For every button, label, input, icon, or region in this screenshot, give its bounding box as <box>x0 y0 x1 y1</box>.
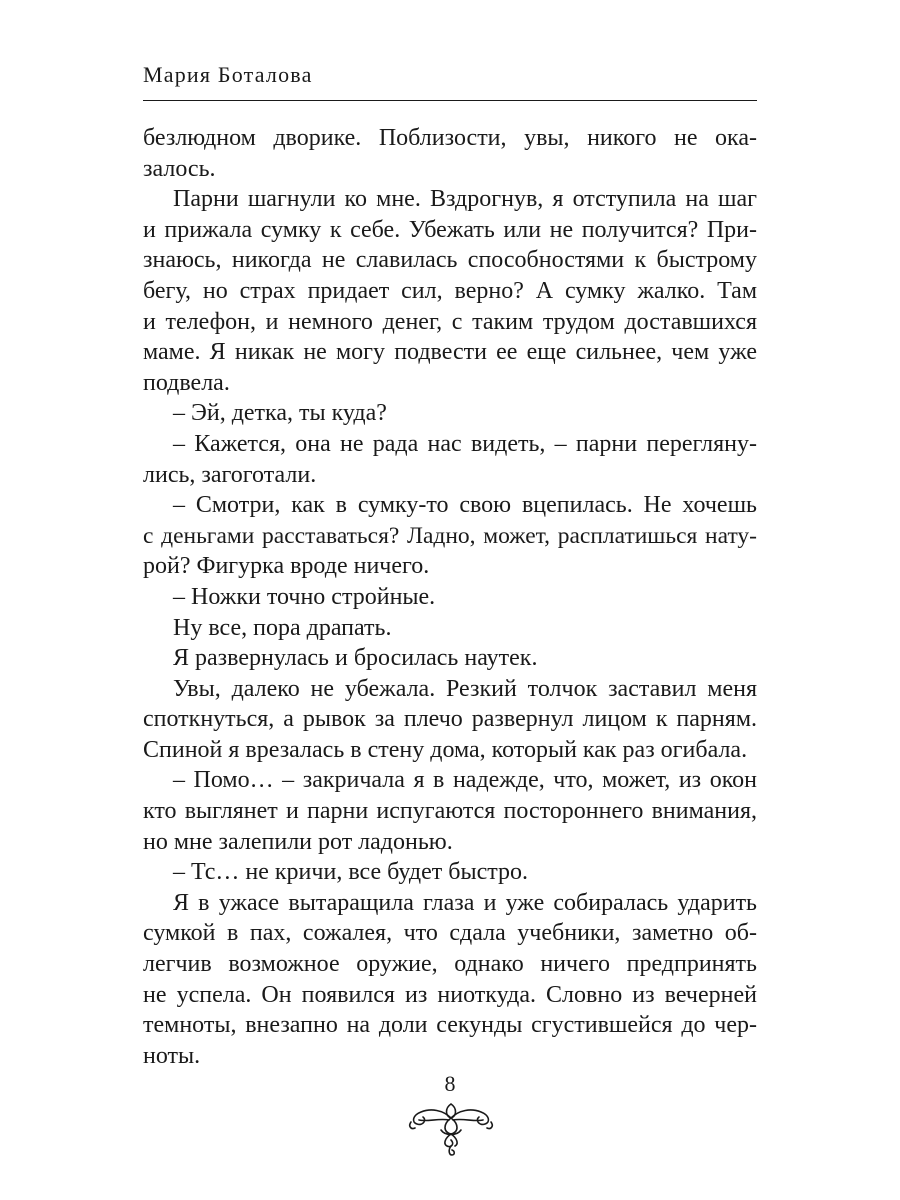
text-line: кто выглянет и парни испугаются постороннего внимания, <box>143 798 757 825</box>
text-line: – Эй, детка, ты куда? <box>173 400 387 427</box>
text-line: бегу, но страх придает сил, верно? А сумку жалко. Там <box>143 277 757 304</box>
text-line: – Ножки точно стройные. <box>173 583 436 610</box>
text-line: с деньгами расставаться? Ладно, может, расплатишься нату- <box>143 522 757 549</box>
flourish-ornament-icon <box>405 1100 497 1160</box>
text-line: сумкой в пах, сожалея, что сдала учебники, заметно об- <box>143 920 757 947</box>
author-name: Мария Боталова <box>143 62 313 87</box>
text-line: маме. Я никак не могу подвести ее еще сильнее, чем уже <box>143 339 757 366</box>
text-line: Спиной я врезалась в стену дома, который как раз огибала. <box>143 736 748 763</box>
page-number: 8 <box>444 1071 456 1096</box>
text-line: Увы, далеко не убежала. Резкий толчок заставил меня <box>173 675 757 702</box>
text-line: – Смотри, как в сумку-то свою вцепилась. Не хочешь <box>173 492 757 519</box>
text-line: ноты. <box>143 1042 201 1069</box>
text-line: споткнуться, а рывок за плечо развернул лицом к парням. <box>143 706 757 733</box>
text-line: но мне залепили рот ладонью. <box>143 828 453 855</box>
text-line: рой? Фигурка вроде ничего. <box>143 553 430 580</box>
text-line: не успела. Он появился из ниоткуда. Словно из вечерней <box>143 981 757 1008</box>
text-line: и телефон, и немного денег, с таким трудом доставшихся <box>143 308 757 335</box>
text-line: знаюсь, никогда не славилась способностями к быстрому <box>143 247 757 274</box>
text-line: Я развернулась и бросилась наутек. <box>173 645 538 672</box>
text-line: – Кажется, она не рада нас видеть, – парни перегляну- <box>173 430 757 457</box>
text-line: и прижала сумку к себе. Убежать или не получится? При- <box>143 216 757 243</box>
text-line: Я в ужасе вытаращила глаза и уже собиралась ударить <box>173 889 757 916</box>
text-line: легчив возможное оружие, однако ничего предпринять <box>143 951 757 978</box>
text-line: – Помо… – закричала я в надежде, что, может, из окон <box>173 767 757 794</box>
text-line: безлюдном дворике. Поблизости, увы, никого не ока- <box>143 125 757 151</box>
text-line: – Тс… не кричи, все будет быстро. <box>173 859 529 886</box>
running-header <box>143 60 757 101</box>
text-line: Ну все, пора драпать. <box>173 614 392 641</box>
text-line: залось. <box>143 155 216 182</box>
body-text <box>143 123 757 1071</box>
text-line: темноты, внезапно на доли секунды сгустившейся до чер- <box>143 1012 757 1039</box>
text-line: лись, загоготали. <box>143 461 317 488</box>
text-line: Парни шагнули ко мне. Вздрогнув, я отступила на шаг <box>173 186 757 213</box>
text-line: подвела. <box>143 369 230 396</box>
